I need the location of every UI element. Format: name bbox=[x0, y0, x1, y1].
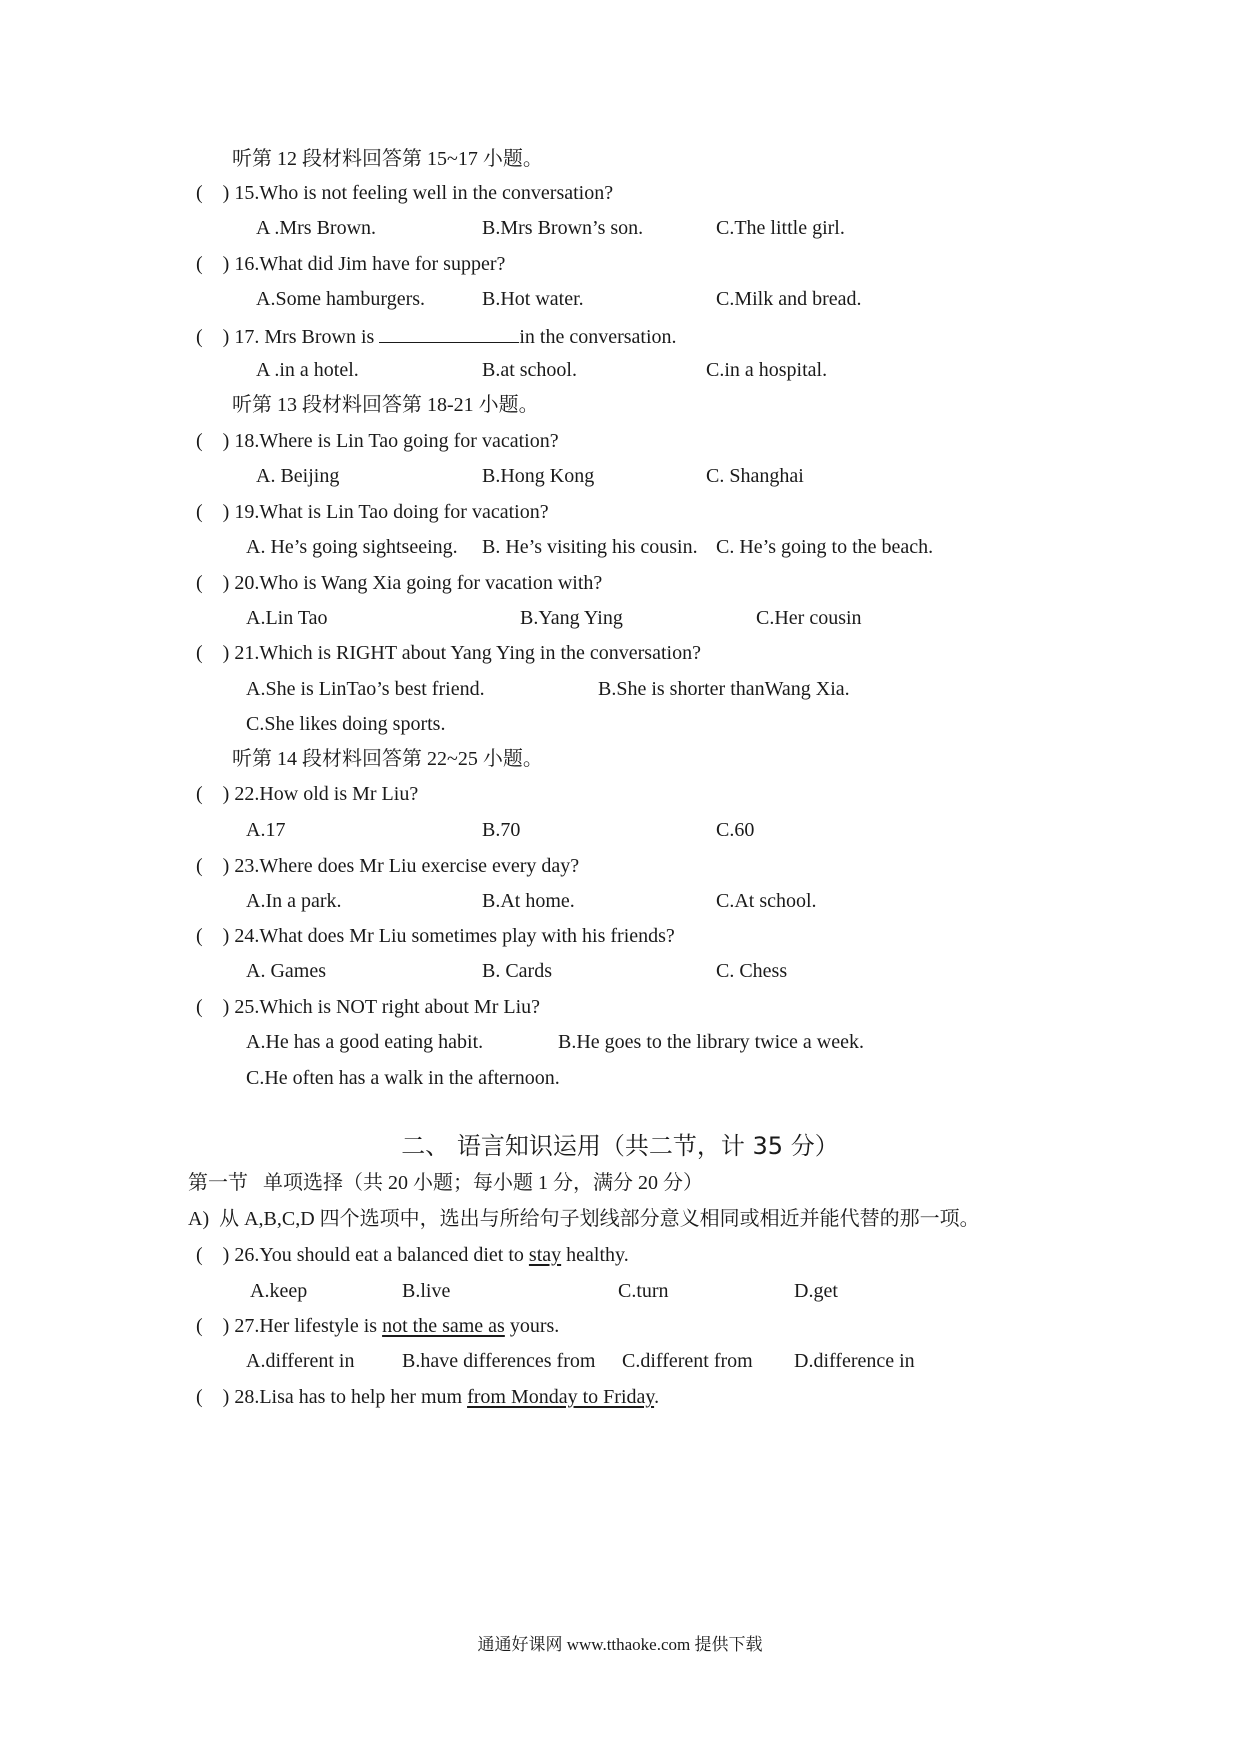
q18-option-b: B.Hong Kong bbox=[482, 465, 595, 487]
part12-header: 听第 12 段材料回答第 15~17 小题。 bbox=[232, 148, 543, 170]
q23-option-a: A.In a park. bbox=[246, 890, 342, 912]
section-instruction: A) 从 A,B,C,D 四个选项中，选出与所给句子划线部分意义相同或相近并能代替的那一项。 bbox=[188, 1208, 980, 1230]
part14-header: 听第 14 段材料回答第 22~25 小题。 bbox=[232, 748, 543, 770]
q22-option-b: B.70 bbox=[482, 819, 521, 841]
q24-option-b: B. Cards bbox=[482, 960, 552, 982]
q15-option-c: C.The little girl. bbox=[716, 217, 845, 239]
footer-credit: 通通好课网 www.tthaoke.com 提供下载 bbox=[477, 1635, 763, 1654]
question-27: ( ) 27.Her lifestyle is not the same as yours. bbox=[196, 1315, 560, 1337]
q19-option-c: C. He’s going to the beach. bbox=[716, 536, 934, 558]
q19-option-b: B. He’s visiting his cousin. bbox=[482, 536, 698, 558]
question-25: ( ) 25.Which is NOT right about Mr Liu? bbox=[196, 996, 541, 1018]
q21-option-c: C.She likes doing sports. bbox=[246, 713, 446, 735]
q27-option-b: B.have differences from bbox=[402, 1350, 596, 1372]
q25-option-a: A.He has a good eating habit. bbox=[246, 1031, 484, 1053]
question-19: ( ) 19.What is Lin Tao doing for vacation? bbox=[196, 501, 549, 523]
q27-option-d: D.difference in bbox=[794, 1350, 915, 1372]
question-26: ( ) 26.You should eat a balanced diet to stay healthy. bbox=[196, 1244, 629, 1266]
question-16: ( ) 16.What did Jim have for supper? bbox=[196, 253, 506, 275]
question-20: ( ) 20.Who is Wang Xia going for vacation with? bbox=[196, 572, 603, 594]
q20-option-b: B.Yang Ying bbox=[520, 607, 623, 629]
answer-blank bbox=[379, 322, 519, 343]
q24-option-a: A. Games bbox=[246, 960, 326, 982]
q26-option-b: B.live bbox=[402, 1280, 451, 1302]
q22-option-c: C.60 bbox=[716, 819, 755, 841]
q25-option-c: C.He often has a walk in the afternoon. bbox=[246, 1067, 560, 1089]
q15-option-a: A .Mrs Brown. bbox=[256, 217, 377, 239]
question-15: ( ) 15.Who is not feeling well in the conversation? bbox=[196, 182, 614, 204]
question-23: ( ) 23.Where does Mr Liu exercise every day? bbox=[196, 855, 580, 877]
q23-option-c: C.At school. bbox=[716, 890, 817, 912]
q19-option-a: A. He’s going sightseeing. bbox=[246, 536, 458, 558]
q18-option-c: C. Shanghai bbox=[706, 465, 804, 487]
q20-option-c: C.Her cousin bbox=[756, 607, 862, 629]
q22-option-a: A.17 bbox=[246, 819, 286, 841]
question-28: ( ) 28.Lisa has to help her mum from Monday to Friday. bbox=[196, 1386, 660, 1408]
q16-option-a: A.Some hamburgers. bbox=[256, 288, 426, 310]
question-21: ( ) 21.Which is RIGHT about Yang Ying in the conversation? bbox=[196, 642, 701, 664]
q17-option-c: C.in a hospital. bbox=[706, 359, 828, 381]
q20-option-a: A.Lin Tao bbox=[246, 607, 328, 629]
q15-option-b: B.Mrs Brown’s son. bbox=[482, 217, 644, 239]
q17-option-b: B.at school. bbox=[482, 359, 577, 381]
q16-option-c: C.Milk and bread. bbox=[716, 288, 862, 310]
q26-option-d: D.get bbox=[794, 1280, 838, 1302]
section-title: 二、 语言知识运用（共二节，计 35 分） bbox=[401, 1132, 839, 1160]
question-17: ( ) 17. Mrs Brown is in the conversation. bbox=[196, 322, 677, 350]
question-22: ( ) 22.How old is Mr Liu? bbox=[196, 783, 419, 805]
question-24: ( ) 24.What does Mr Liu sometimes play with his friends? bbox=[196, 925, 675, 947]
q25-option-b: B.He goes to the library twice a week. bbox=[558, 1031, 865, 1053]
section-subtitle: 第一节 单项选择（共 20 小题；每小题 1 分，满分 20 分） bbox=[188, 1172, 703, 1194]
q21-option-a: A.She is LinTao’s best friend. bbox=[246, 678, 485, 700]
q26-option-a: A.keep bbox=[250, 1280, 308, 1302]
part13-header: 听第 13 段材料回答第 18-21 小题。 bbox=[232, 394, 539, 416]
q18-option-a: A. Beijing bbox=[256, 465, 340, 487]
q27-option-a: A.different in bbox=[246, 1350, 355, 1372]
q21-option-b: B.She is shorter thanWang Xia. bbox=[598, 678, 850, 700]
q27-option-c: C.different from bbox=[622, 1350, 753, 1372]
q17-option-a: A .in a hotel. bbox=[256, 359, 359, 381]
q16-option-b: B.Hot water. bbox=[482, 288, 584, 310]
q24-option-c: C. Chess bbox=[716, 960, 788, 982]
q26-option-c: C.turn bbox=[618, 1280, 669, 1302]
question-18: ( ) 18.Where is Lin Tao going for vacation? bbox=[196, 430, 559, 452]
q23-option-b: B.At home. bbox=[482, 890, 575, 912]
